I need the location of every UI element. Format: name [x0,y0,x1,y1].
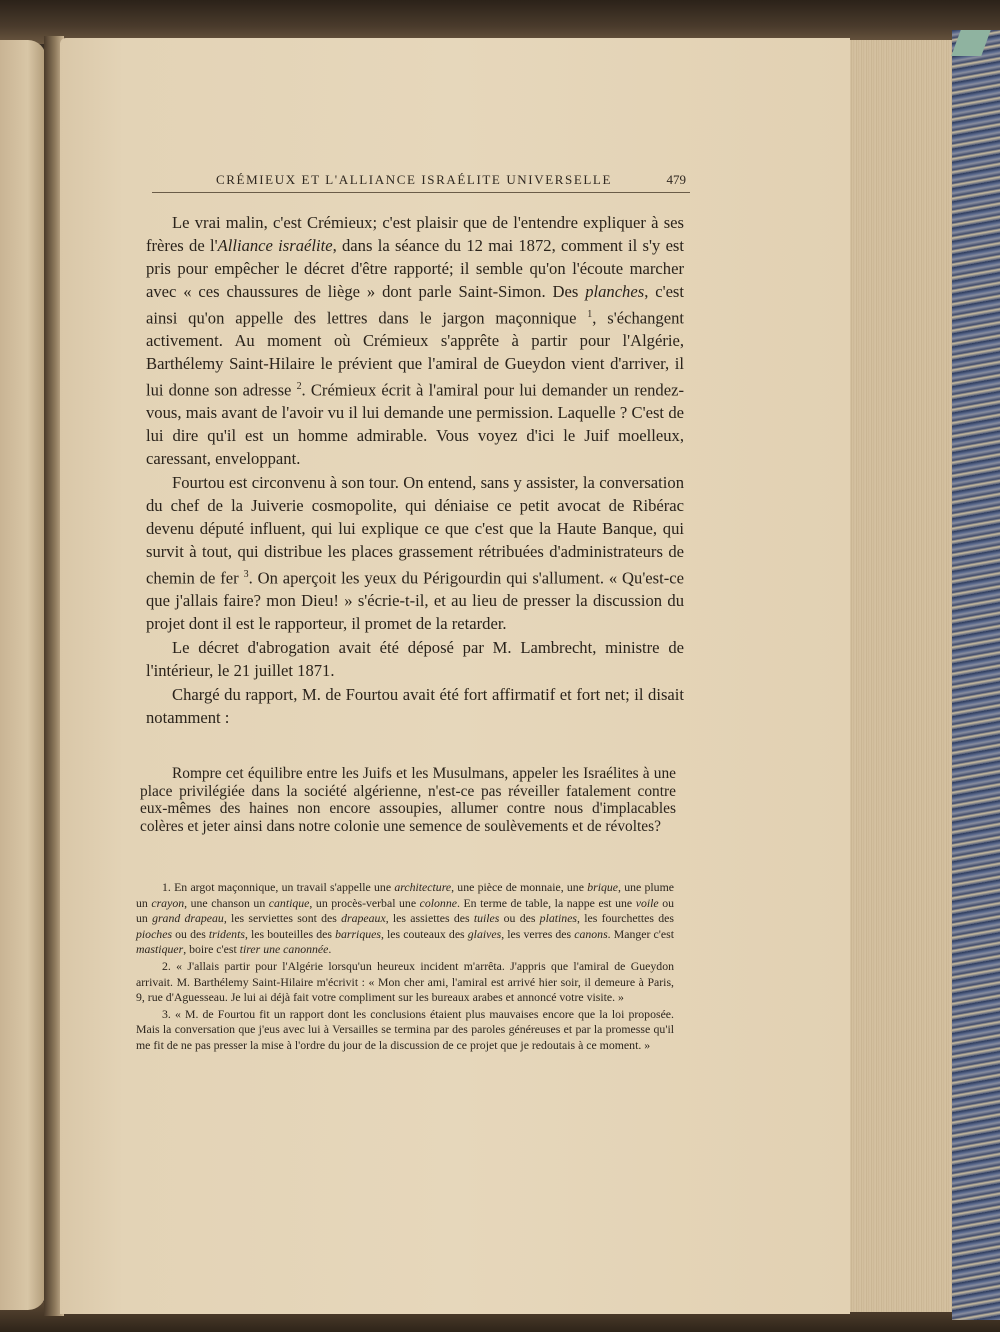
italic-text: Alliance israélite [217,235,333,255]
footnote: 1. En argot maçonnique, un travail s'appelle une architecture, une pièce de monnaie, une brique, une plume un crayon, une chanson un cantique, un procès-verbal une colonne. En terme de table, la nappe est une voile ou un grand drapeau, les serviettes sont des drapeaux, les assiettes des tuiles ou des platines, les fourchettes des pioches ou des tridents, les bouteilles des barriques, les couteaux des glaives, les verres des canons. Manger c'est mastiquer, boire c'est tirer une canonnée. [136,880,675,957]
italic-text: crayon [151,895,185,910]
italic-text: grand drapeau [152,911,224,926]
footnote-ref: 3 [243,568,249,580]
paragraph: Le vrai malin, c'est Crémieux; c'est plaisir que de l'entendre expliquer à ses frères de l'Alliance israélite, dans la séance du 12 mai 1872, comment il s'y est pris pour empêcher le décret d'être rapporté; il semble qu'on l'écoute marcher avec « ces chaussures de liège » dont parle Saint-Simon. Des planches, c'est ainsi qu'on appelle des lettres dans le jargon maçonnique $^1$, s'échangent activement. Au moment où Crémieux s'apprête à partir pour l'Algérie, Barthélemy Saint-Hilaire le prévient que l'amiral de Gueydon vient d'arriver, il lui donne son adresse $^2$. Crémieux écrit à l'amiral pour lui demander un rendez-vous, mais avant de l'avoir vu il lui demande une permission. Laquelle ? C'est de lui dire qu'il est un homme admirable. Vous voyez d'ici le Juif moelleux, caressant, enveloppant. [146,213,685,469]
italic-text: brique [587,880,619,894]
italic-text: tridents [208,926,245,941]
italic-text: drapeaux [341,911,386,926]
body-text [146,212,684,730]
italic-text: planches [585,281,645,301]
quote-paragraph: Rompre cet équilibre entre les Juifs et les Musulmans, appeler les Israélites à une place privilégiée dans la société algérienne, n'est-ce pas réveiller fatalement contre eux-mêmes des haines non encore assoupies, allumer contre nous d'implacables colères et jeter ainsi dans notre colonie une semence de soulèvements et de révoltes? [140,765,676,835]
italic-text: tirer une canonnée [239,942,329,957]
italic-text: barriques [335,926,381,941]
footnote: 2. « J'allais partir pour l'Algérie lorsqu'un heureux incident m'arrêta. J'appris que l'amiral de Gueydon arrivait. M. Barthélemy Saint-Hilaire m'écrivit : « Mon cher ami, l'amiral est arrivé hier soir, il demeure à Paris, 9, rue d'Aguesseau. Je lui ai déjà fait votre compliment sur les bureaux arabes et annoncé votre visite. » [136,958,674,1005]
italic-text: cantique [268,895,310,910]
footnotes [136,880,674,1054]
italic-text: colonne [419,895,457,910]
footnote-ref: 2 [296,380,302,392]
paragraph: Le décret d'abrogation avait été déposé par M. Lambrecht, ministre de l'intérieur, le 21 juillet 1871. [146,637,684,680]
paragraph: Fourtou est circonvenu à son tour. On entend, sans y assister, la conversation du chef de la Juiverie cosmopolite, qui déniaise ce petit avocat de Ribérac devenu député influent, qui lui explique ce que c'est que la Haute Banque, qui survit à tout, qui distribue les places grassement rétribuées d'administrateurs de chemin de fer $^3$. On aperçoit les yeux du Périgourdin qui s'allument. « Qu'est-ce que j'allais faire? mon Dieu! » s'écrie-t-il, et au lieu de presser la discussion du projet dont il est le rapporteur, il promet de la retarder. [146,473,684,633]
block-quote [140,765,676,835]
page-header [152,170,690,193]
italic-text: mastiquer [136,942,184,957]
paragraph: Chargé du rapport, M. de Fourtou avait été fort affirmatif et fort net; il disait notamment : [146,684,684,727]
italic-text: glaives [467,926,502,941]
italic-text: architecture [394,880,452,894]
italic-text: platines [539,911,578,926]
marbled-cover-edge [952,30,1000,1320]
left-page-edge [0,40,46,1310]
italic-text: canons [574,926,608,941]
footnote: 3. « M. de Fourtou fit un rapport dont les conclusions étaient plus mauvaises encore que la loi proposée. Mais la conversation que j'eus avec lui à Versailles se termina par des paroles généreuses et par la promesse qu'il me fit de ne pas presser la mise à l'ordre du jour de la discussion de ce projet que je redoutais à ce moment. » [136,1006,674,1052]
footnote-ref: 1 [587,308,593,320]
italic-text: tuiles [473,911,500,926]
italic-text: voile [635,895,659,910]
running-head: CRÉMIEUX ET L'ALLIANCE ISRAÉLITE UNIVERSELLE [216,172,613,187]
italic-text: pioches [136,926,173,941]
page-stack-edges [846,40,955,1312]
page-number: 479 [666,172,686,187]
